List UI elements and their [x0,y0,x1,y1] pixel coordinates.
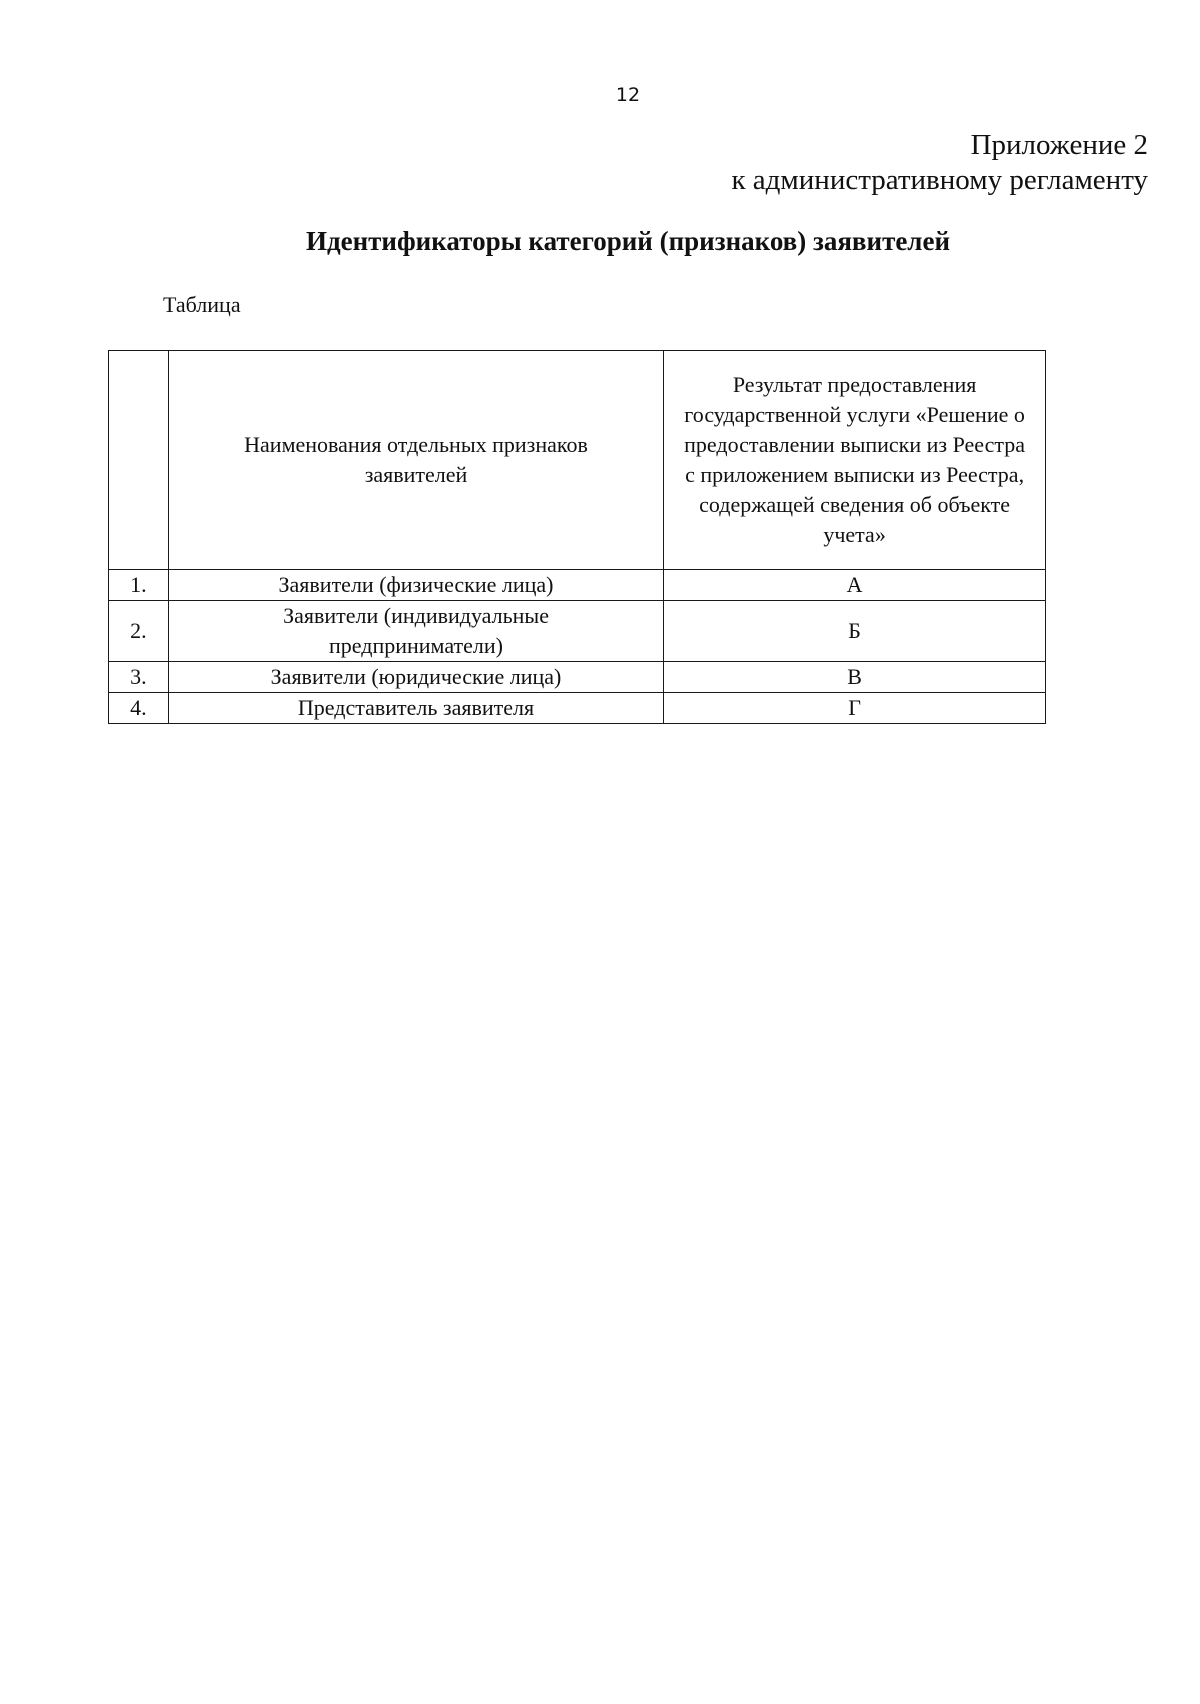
row-code: Б [664,601,1046,662]
row-name: Представитель заявителя [168,693,663,724]
row-code: Г [664,693,1046,724]
row-number: 3. [109,662,169,693]
row-name: Заявители (юридические лица) [168,662,663,693]
header-name: Наименования отдельных признаков заявителей [168,351,663,570]
table-row [109,693,1046,724]
row-number: 2. [109,601,169,662]
appendix-line-2: к административному регламенту [731,164,1148,196]
row-code: В [664,662,1046,693]
table-row [109,570,1046,601]
table-row [109,662,1046,693]
row-name: Заявители (индивидуальные предприниматели) [168,601,663,662]
document-title: Идентификаторы категорий (признаков) заявителей [305,226,951,256]
table-header-row [109,351,1046,570]
row-name: Заявители (физические лица) [168,570,663,601]
appendix-note [731,128,1148,198]
page-number: 12 [615,84,641,106]
row-number: 4. [109,693,169,724]
header-result: Результат предоставления государственной услуги «Решение о предоставлении выписки из Реестра с приложением выписки из Реестра, содержащей сведения об объекте учета» [664,351,1046,570]
appendix-line-1: Приложение 2 [970,129,1148,161]
row-code: А [664,570,1046,601]
table-caption: Таблица [163,292,241,317]
header-number [109,351,169,570]
table-row [109,601,1046,662]
applicant-categories-table [108,350,1046,724]
row-number: 1. [109,570,169,601]
